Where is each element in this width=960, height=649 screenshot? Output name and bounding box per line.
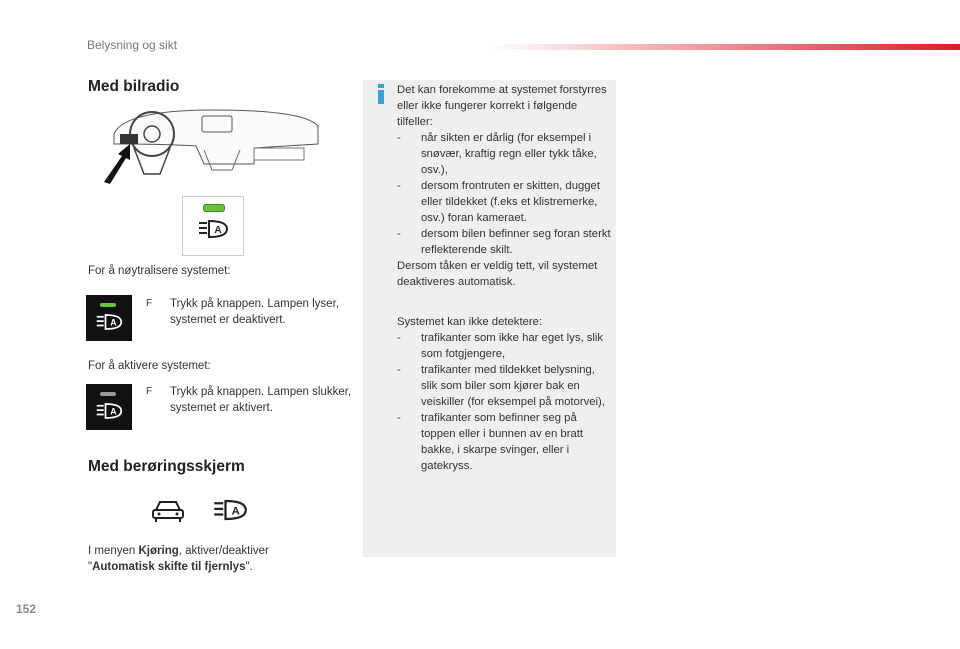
quote-close: ".: [245, 561, 253, 573]
list-item: [397, 362, 612, 410]
button-illustration: [182, 196, 244, 256]
car-icon: [150, 496, 186, 524]
activate-label: For å aktivere systemet:: [88, 360, 211, 372]
list-item: [397, 178, 612, 226]
step-arrow: F: [146, 386, 153, 397]
led-indicator-off: [100, 392, 116, 396]
list-item: [397, 330, 612, 362]
list-item: [397, 410, 612, 474]
dash: -: [397, 132, 401, 144]
list-item: [397, 130, 612, 178]
svg-text:A: A: [110, 406, 117, 417]
section-title-touchscreen: Med berøringsskjerm: [88, 458, 245, 475]
dash: -: [397, 228, 401, 240]
dashboard-illustration: [104, 104, 322, 188]
menu-text-mid: , aktiver/deaktiver: [178, 545, 269, 557]
dash: -: [397, 180, 401, 192]
step-arrow: F: [146, 298, 153, 309]
item-text: dersom bilen befinner seg foran sterkt reflekterende skilt.: [421, 228, 611, 256]
button-lamp-off: [86, 384, 132, 430]
item-text: dersom frontruten er skitten, dugget eller tildekket (f.eks et klistremerke, osv.) foran kameraet.: [421, 180, 600, 224]
dash: -: [397, 364, 401, 376]
step-deactivate: [146, 296, 346, 330]
led-indicator-on: [100, 303, 116, 307]
auto-high-beam-icon: [197, 219, 229, 239]
auto-high-beam-icon: [95, 313, 123, 331]
menu-text-pre: I menyen: [88, 545, 139, 557]
info-icon: [374, 84, 388, 104]
page-number: 152: [16, 602, 37, 616]
svg-text:A: A: [110, 317, 117, 328]
item-text: når sikten er dårlig (for eksempel i snøvær, kraftig regn eller tykk tåke, osv.),: [421, 132, 597, 176]
svg-text:A: A: [231, 505, 240, 518]
item-text: trafikanter som befinner seg på toppen eller i bunnen av en bratt bakke, i skarpe svinger, eller i gatekryss.: [421, 412, 584, 472]
header-title: Belysning og sikt: [87, 38, 178, 52]
item-text: trafikanter som ikke har eget lys, slik som fotgjengere,: [421, 332, 604, 360]
svg-text:A: A: [214, 225, 222, 236]
header-bar: [490, 44, 960, 50]
menu-name: Kjøring: [138, 545, 179, 557]
section-title-radio: Med bilradio: [88, 78, 180, 95]
info-text-block-2: [397, 314, 612, 474]
info-text-block: [397, 82, 612, 290]
led-indicator-on: [203, 204, 225, 212]
list-item: [397, 226, 612, 258]
step-text: Trykk på knappen. Lampen lyser, systemet er deaktivert.: [170, 298, 339, 326]
quote-open: ": [88, 561, 93, 573]
step-text: Trykk på knappen. Lampen slukker, systemet er aktivert.: [170, 386, 352, 414]
dash: -: [397, 332, 401, 344]
dash: -: [397, 412, 401, 424]
cannot-detect-label: Systemet kan ikke detektere:: [397, 316, 543, 328]
button-lamp-on: [86, 295, 132, 341]
auto-high-beam-icon: [95, 402, 123, 420]
fog-note: Dersom tåken er veldig tett, vil systemet deaktiveres automatisk.: [397, 260, 598, 288]
menu-instruction: [88, 543, 338, 575]
step-activate: [146, 384, 352, 418]
item-text: trafikanter med tildekket belysning, slik som biler som kjører bak en veiskiller (for eksempel på motorvei),: [421, 364, 605, 408]
info-intro: Det kan forekomme at systemet forstyrres eller ikke fungerer korrekt i følgende tilfeller:: [397, 84, 607, 128]
neutralize-label: For å nøytralisere systemet:: [88, 265, 231, 277]
menu-setting: Automatisk skifte til fjernlys: [92, 561, 246, 573]
auto-high-beam-icon: [212, 498, 248, 522]
